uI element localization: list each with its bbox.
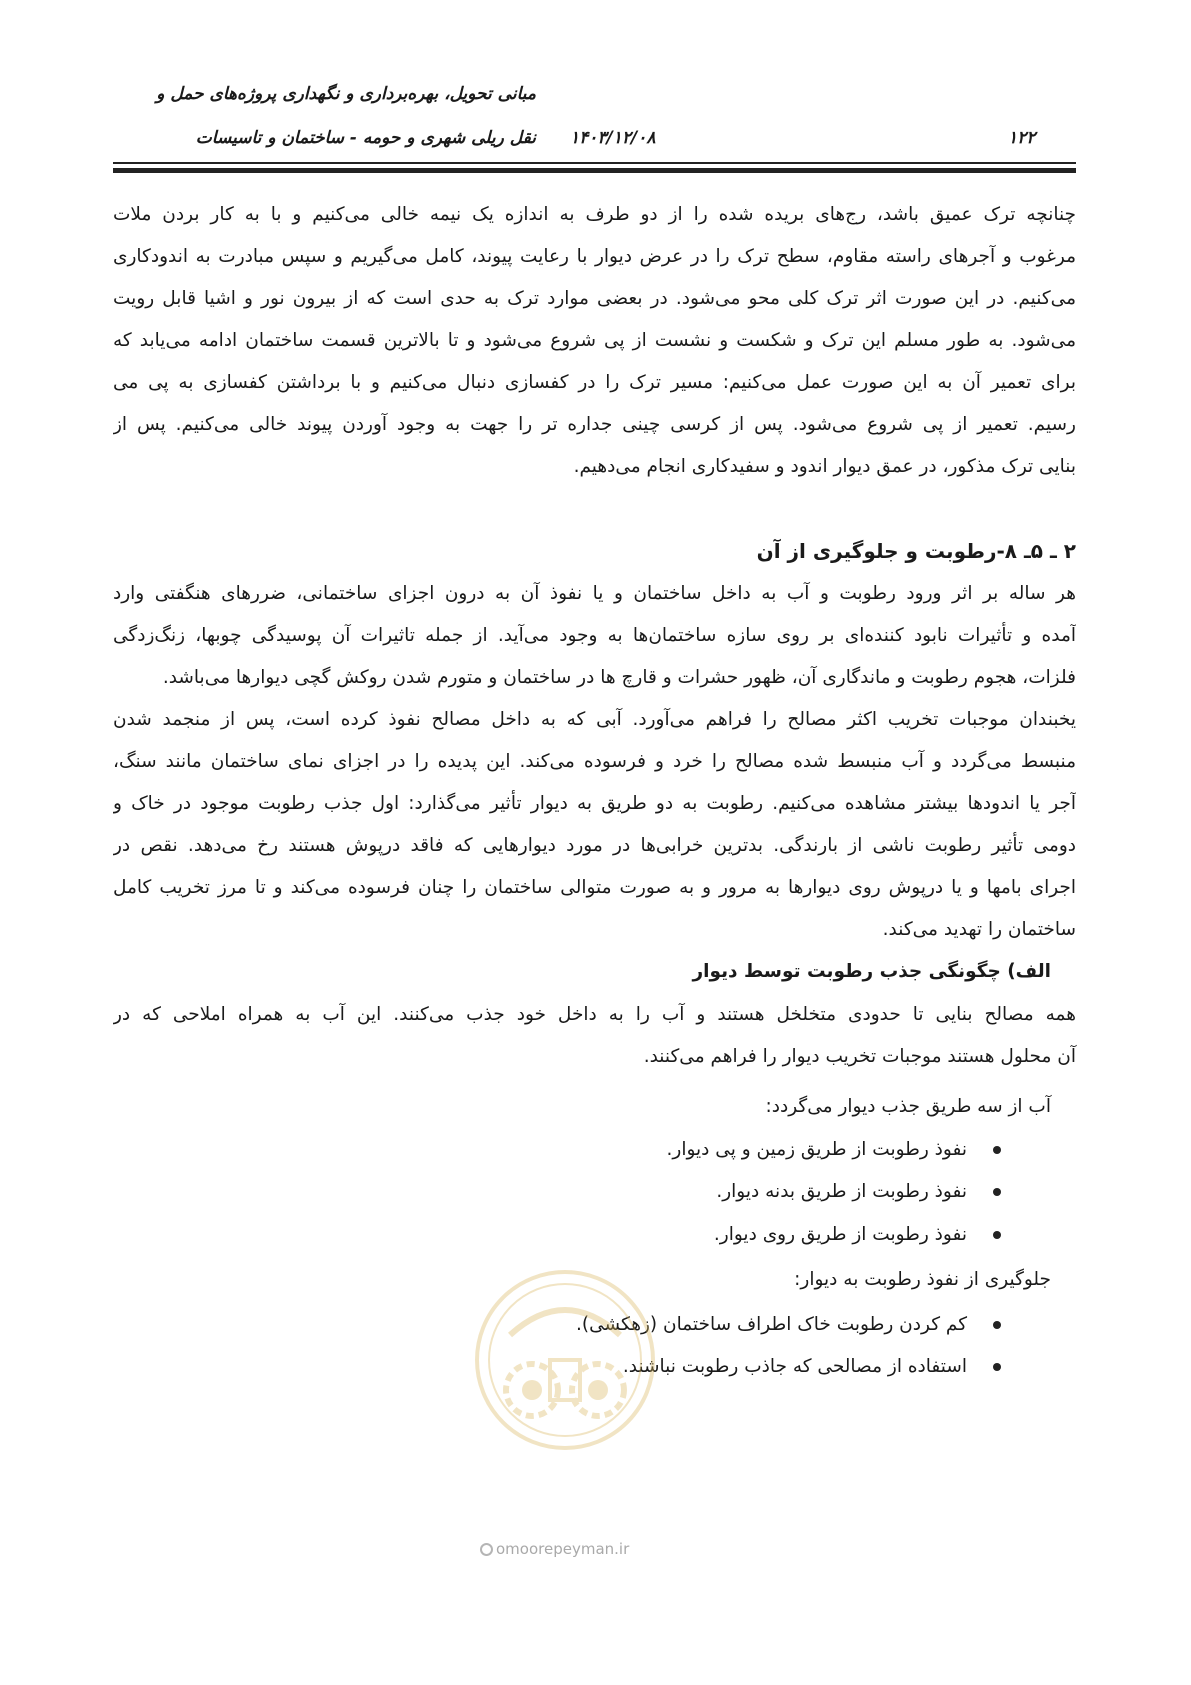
text-line: آمده و تأثیرات نابود کننده‌ای بر روی سازه ساختمان‌ها به وجود می‌آید. از جمله تاثیرات آن پوسیدگی چوبها، زنگ‌زدگی: [113, 625, 1076, 646]
bullet-icon: [993, 1231, 1001, 1239]
list-item-text: نفوذ رطوبت از طریق زمین و پی دیوار.: [666, 1139, 967, 1160]
header-date: ۱۴۰۳/۱۲/۰۸: [570, 128, 656, 148]
text-line: اجرای بامها و یا درپوش روی دیوارها به مرور و به صورت متوالی ساختمان را چنان فرسوده می‌کند و تا مرز تخریب کامل: [113, 877, 1076, 898]
list-item-text: نفوذ رطوبت از طریق روی دیوار.: [713, 1224, 967, 1245]
text-line: برای تعمیر آن به این صورت عمل می‌کنیم: مسیر ترک را در کفسازی دنبال می‌کنیم و با برداشتن کفسازی به پی می: [113, 372, 1076, 393]
absorption-intro: آب از سه طریق جذب دیوار می‌گردد:: [765, 1096, 1051, 1117]
text-line: بنایی ترک مذکور، در عمق دیوار اندود و سفیدکاری انجام می‌دهیم.: [573, 456, 1076, 477]
header-rule-thick: [113, 168, 1076, 173]
list-item-text: نفوذ رطوبت از طریق بدنه دیوار.: [716, 1181, 967, 1202]
page-number: ۱۲۲: [1008, 128, 1036, 148]
list-item-text: کم کردن رطوبت خاک اطراف ساختمان (زهکشی).: [575, 1314, 967, 1335]
text-line: دومی تأثیر رطوبت ناشی از بارندگی. بدترین خرابی‌ها در مورد دیوارهایی که فاقد درپوش هستند رخ می‌دهد. نقص در: [113, 835, 1076, 856]
header-rule-thin: [113, 162, 1076, 164]
watermark-logo-icon: [470, 1265, 660, 1455]
list-item: [714, 1220, 1001, 1250]
text-line: آجر یا اندودها بیشتر مشاهده می‌کنیم. رطوبت به دو طریق به دیوار تأثیر می‌گذارد: اول جذب رطوبت موجود در خاک و: [113, 793, 1076, 814]
bullet-icon: [993, 1363, 1001, 1371]
text-line: چنانچه ترک عمیق باشد، رج‌های بریده شده را از دو طرف به اندازه یک نیمه خالی می‌کنیم و با به کار بردن ملات: [113, 204, 1076, 225]
text-line: همه مصالح بنایی تا حدودی متخلخل هستند و آب را به داخل خود جذب می‌کنند. این آب به همراه املاحی که در: [113, 1004, 1076, 1025]
text-line: رسیم. تعمیر از پی شروع می‌شود. پس از کرسی چینی جداره تر را جهت به وجود آوردن پیوند خالی می‌کنیم. پس از: [113, 414, 1076, 435]
list-item: [716, 1177, 1001, 1207]
text-line: یخبندان موجبات تخریب اکثر مصالح را فراهم می‌آورد. آبی که به داخل مصالح نفوذ کرده است، پس از منجمد شدن: [113, 709, 1076, 730]
text-line: هر ساله بر اثر ورود رطوبت و آب به داخل ساختمان و یا نفوذ آن به درون اجزای ساختمانی، ضررهای هنگفتی وارد: [113, 583, 1076, 604]
text-line: آن محلول هستند موجبات تخریب دیوار را فراهم می‌کنند.: [643, 1046, 1076, 1067]
bullet-icon: [993, 1188, 1001, 1196]
at-icon: [480, 1543, 493, 1556]
list-item-text: استفاده از مصالحی که جاذب رطوبت نباشند.: [622, 1356, 967, 1377]
text-line: می‌کنیم. در این صورت اثر ترک کلی محو می‌شود. در بعضی موارد ترک به حدی است که از بیرون نور و اشیا قابل رویت: [113, 288, 1076, 309]
list-item: [623, 1352, 1001, 1382]
bullet-icon: [993, 1146, 1001, 1154]
header-title-line1: مبانی تحویل، بهره‌برداری و نگهداری پروژه‌های حمل و: [156, 84, 536, 104]
text-line: می‌شود. به طور مسلم این ترک و شکست و نشست از پی شروع می‌شود و تا بالاترین قسمت ساختمان ادامه می‌یابد که: [113, 330, 1076, 351]
text-line: ساختمان را تهدید می‌کند.: [882, 919, 1076, 940]
watermark-url: omoorepeyman.ir: [480, 1540, 629, 1558]
header-title-line2: نقل ریلی شهری و حومه - ساختمان و تاسیسات: [195, 128, 536, 148]
text-line: منبسط می‌گردد و آب منبسط شده مصالح را خرد و فرسوده می‌کند. این پدیده را در اجزای نمای ساختمان مانند سنگ،: [113, 751, 1076, 772]
text-line: فلزات، هجوم رطوبت و ماندگاری آن، ظهور حشرات و قارچ ها در ساختمان و متورم شدن روکش گچی دیوارها می‌باشد.: [162, 667, 1076, 688]
text-line: مرغوب و آجرهای راسته مقاوم، سطح ترک را در عرض دیوار با رعایت پیوند، کامل می‌گیریم و سپس مبادرت به اندودکاری: [113, 246, 1076, 267]
bullet-icon: [993, 1321, 1001, 1329]
list-item: [667, 1135, 1002, 1165]
subheading-absorption: الف) چگونگی جذب رطوبت توسط دیوار: [692, 961, 1051, 982]
prevention-intro: جلوگیری از نفوذ رطوبت به دیوار:: [794, 1269, 1051, 1290]
section-heading: ۲ ـ ۵ـ ۸-رطوبت و جلوگیری از آن: [756, 539, 1076, 563]
